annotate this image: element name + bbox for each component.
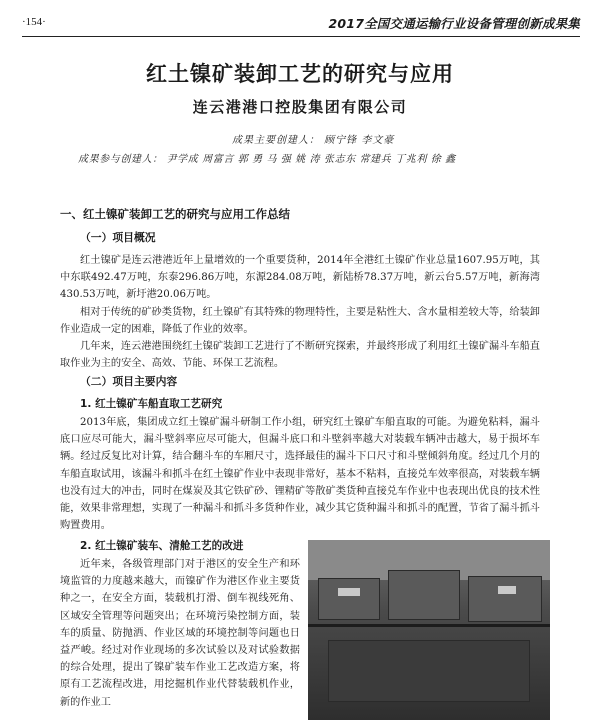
item-heading-1: 1. 红土镍矿车船直取工艺研究 (80, 398, 223, 410)
journal-title: 2017全国交通运输行业设备管理创新成果集 (328, 16, 580, 31)
article-title: 红土镍矿装卸工艺的研究与应用 (146, 62, 454, 86)
photo-vehicle (468, 576, 542, 622)
subsection-heading-content: （二）项目主要内容 (80, 375, 178, 388)
item-heading-2: 2. 红土镍矿装车、清舱工艺的改进 (80, 540, 244, 552)
paragraph-item-2: 近年来，各级管理部门对于港区的安全生产和环境监管的力度越来越大，而镍矿作为港区作业主要货种之一，在安全方面，装载机打滑、倒车视线死角、区域安全管理等问题突出；在环境污染控制方面，装车的质量、防抛洒、作业区域的环境控制等问题也日益严峻。经过对作业现场的多次试验以及对试验数据的综合处理，提出了镍矿装车作业工艺改造方案，将原有工艺流程改进，用挖掘机作业代替装载机作业，新的作业工 (60, 559, 300, 708)
photo-vehicle (388, 570, 460, 620)
paragraph-overview-1: 红土镍矿是连云港港近年上量增效的一个重要货种，2014年全港红土镍矿作业总量1607.95万吨，其中东联492.47万吨，东泰296.86万吨，东源284.08万吨，新陆桥78.37万吨，新云台5.57万吨，新海湾430.53万吨，新圩港20.06万吨。 (60, 255, 540, 301)
subsection-heading-overview: （一）项目概况 (80, 231, 156, 244)
section-heading: 一、红土镍矿装卸工艺的研究与应用工作总结 (60, 207, 290, 221)
paragraph-item-1: 2013年底，集团成立红土镍矿漏斗研制工作小组，研究红土镍矿车船直取的可能。为避免粘料，漏斗底口应尽可能大，漏斗壁斜率应尽可能大，但漏斗底口和斗壁斜率越大对装载车辆冲击越大，易于损坏车辆。经过反复比对计算，结合翻斗车的车厢尺寸，选择最佳的漏斗下口尺寸和斗壁倾斜角度。经过几个月的车船直取试用，该漏斗和抓斗在红土镍矿作业中表现非常好，基本不粘料，直接兑车效率很高，对装载车辆也没有过大的冲击，同时在煤炭及其它铁矿砂、锂精矿等散矿类货种直接兑车作业中也表现出优良的技术性能，效果非常理想，实现了一种漏斗和抓斗多货种作业，减少其它货种漏斗和抓斗的配置，节省了漏斗抓斗购置费用。 (60, 417, 540, 532)
photo-machinery (328, 640, 530, 702)
photo-vehicle (318, 578, 380, 620)
paragraph-overview-3: 几年来，连云港港围绕红土镍矿装卸工艺进行了不断研究探索，并最终形成了利用红土镍矿漏斗车船直取作业为主的安全、高效、节能、环保工艺流程。 (60, 341, 540, 370)
photo-marking (338, 588, 360, 596)
main-creators: 成果主要创建人： 顾宁锋 李文豪 (232, 135, 395, 146)
organization: 连云港港口控股集团有限公司 (192, 98, 408, 116)
page-number: ·154· (22, 16, 46, 28)
photo-rail (308, 624, 550, 627)
photo-marking (498, 586, 516, 594)
paragraph-overview-2: 相对于传统的矿砂类货物，红土镍矿有其特殊的物理特性，主要是粘性大、含水量相差较大等，给装卸作业造成一定的困难，降低了作业的效率。 (60, 307, 540, 336)
participants: 成果参与创建人： 尹学成 周富言 郭 勇 马 强 姚 涛 张志东 常建兵 丁兆利 徐 鑫 (78, 154, 456, 165)
site-photo (308, 540, 550, 720)
page-header (22, 14, 580, 37)
